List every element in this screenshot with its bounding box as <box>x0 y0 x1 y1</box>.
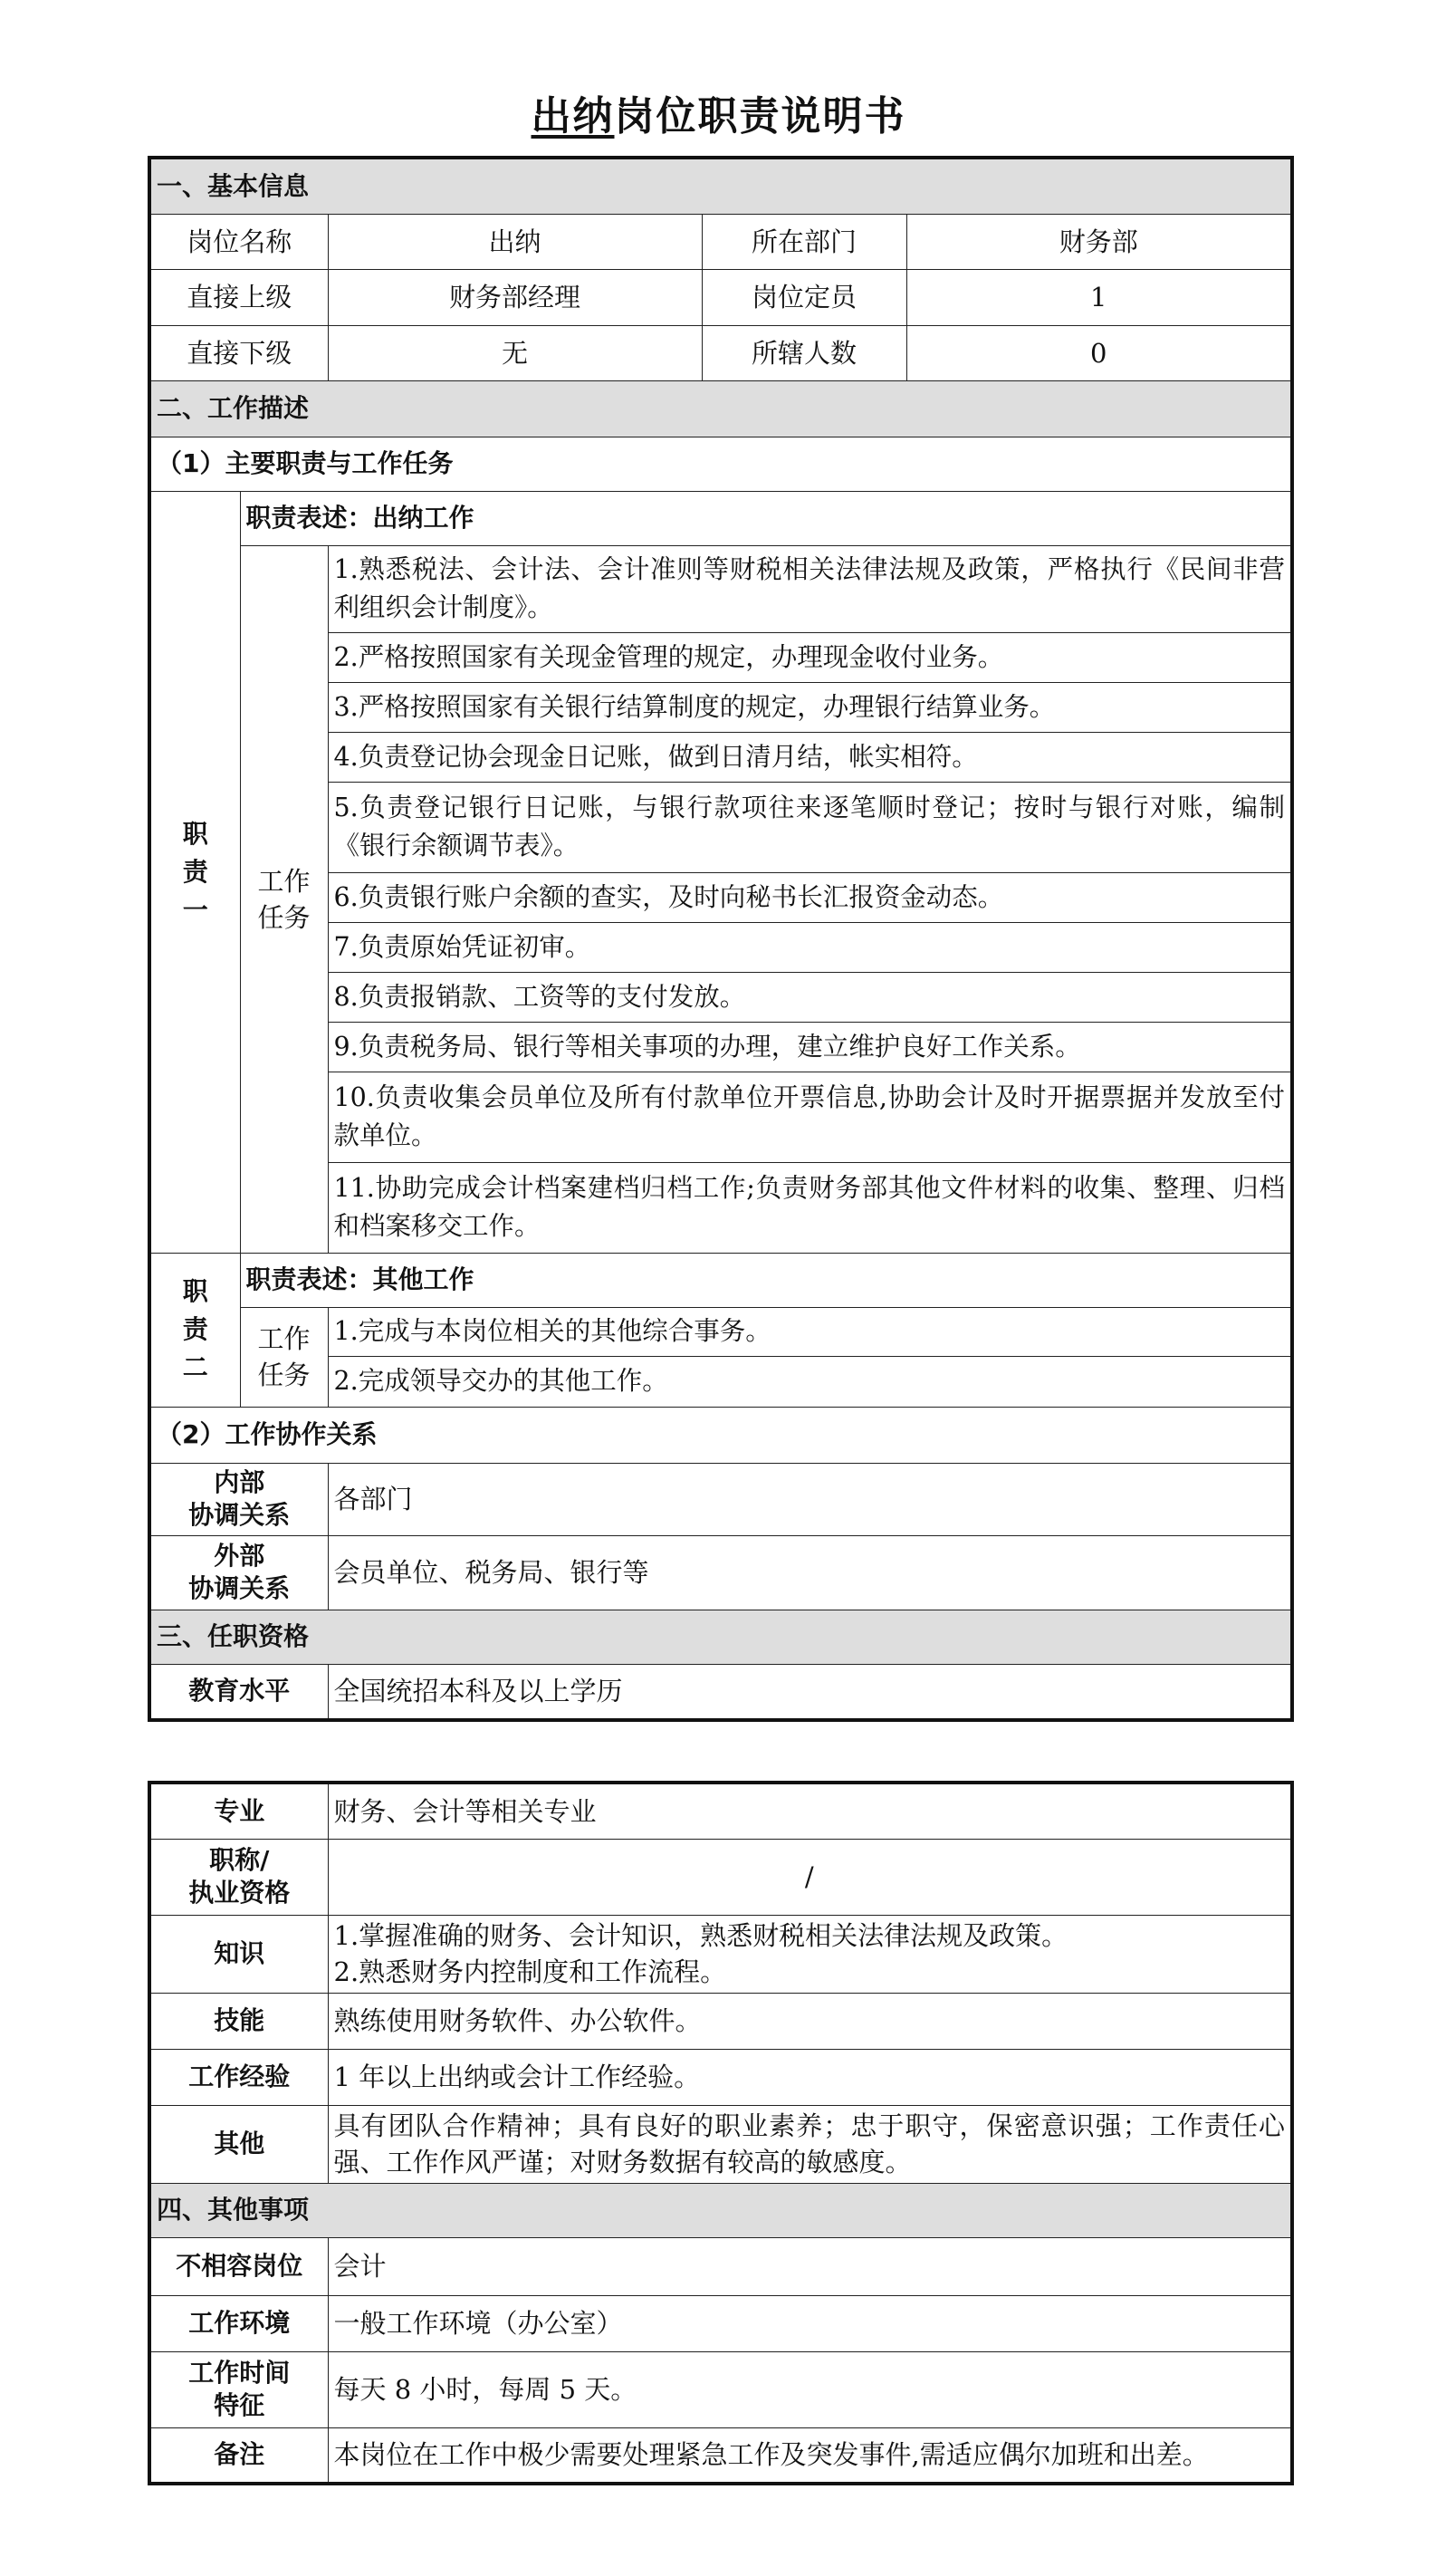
section-other <box>149 2183 1292 2237</box>
other-row <box>149 2237 1292 2295</box>
duty1-desc: 职责表述：出纳工作 <box>240 491 1292 545</box>
qual-label: 其他 <box>149 2105 328 2183</box>
other-label: 工作环境 <box>149 2295 328 2351</box>
other-label: 不相容岗位 <box>149 2237 328 2295</box>
qual-row <box>149 1915 1292 1993</box>
duty2-label: 职 责 二 <box>149 1253 240 1407</box>
task-item: 10.负责收集会员单位及所有付款单位开票信息,协助会计及时开据票据并发放至付款单位。 <box>328 1072 1292 1162</box>
other-label: 备注 <box>149 2427 328 2484</box>
field-label: 岗位名称 <box>149 214 328 269</box>
qual-row <box>149 1664 1292 1720</box>
section-heading: 一、基本信息 <box>149 158 1292 214</box>
qual-row <box>149 1783 1292 1839</box>
field-label: 直接上级 <box>149 269 328 325</box>
field-value: 0 <box>906 325 1292 380</box>
task-row <box>149 545 1292 632</box>
field-label: 岗位定员 <box>702 269 906 325</box>
other-row <box>149 2427 1292 2484</box>
other-value: 会计 <box>328 2237 1292 2295</box>
field-value: 财务部 <box>906 214 1292 269</box>
qual-row <box>149 2105 1292 2183</box>
section-heading: 四、其他事项 <box>149 2183 1292 2237</box>
section-qualifications <box>149 1610 1292 1664</box>
duty1-desc-row <box>149 491 1292 545</box>
basic-row <box>149 325 1292 380</box>
relation-label: 内部 协调关系 <box>149 1463 328 1535</box>
field-value: 出纳 <box>328 214 702 269</box>
other-value: 每天 8 小时，每周 5 天。 <box>328 2351 1292 2427</box>
title-underlined: 出纳 <box>531 93 615 139</box>
section-heading: 二、工作描述 <box>149 380 1292 437</box>
qual-value: 熟练使用财务软件、办公软件。 <box>328 1993 1292 2049</box>
qual-value: / <box>328 1839 1292 1915</box>
job-description-table <box>148 156 1294 1722</box>
task-item: 8.负责报销款、工资等的支付发放。 <box>328 972 1292 1022</box>
basic-row <box>149 214 1292 269</box>
task-item: 7.负责原始凭证初审。 <box>328 922 1292 972</box>
relation-row <box>149 1535 1292 1610</box>
qual-label: 工作经验 <box>149 2049 328 2105</box>
qual-label: 教育水平 <box>149 1664 328 1720</box>
relation-value: 会员单位、税务局、银行等 <box>328 1535 1292 1610</box>
task-item: 2.严格按照国家有关现金管理的规定，办理现金收付业务。 <box>328 632 1292 682</box>
other-row <box>149 2295 1292 2351</box>
task-item: 6.负责银行账户余额的查实，及时向秘书长汇报资金动态。 <box>328 872 1292 922</box>
task-row <box>149 1307 1292 1356</box>
basic-row <box>149 269 1292 325</box>
subsection-relations <box>149 1407 1292 1463</box>
relation-value: 各部门 <box>328 1463 1292 1535</box>
qual-value: 1 年以上出纳或会计工作经验。 <box>328 2049 1292 2105</box>
field-label: 所辖人数 <box>702 325 906 380</box>
other-value: 本岗位在工作中极少需要处理紧急工作及突发事件,需适应偶尔加班和出差。 <box>328 2427 1292 2484</box>
duty2-desc: 职责表述：其他工作 <box>240 1253 1292 1307</box>
other-value: 一般工作环境（办公室） <box>328 2295 1292 2351</box>
qual-value: 具有团队合作精神；具有良好的职业素养；忠于职守，保密意识强；工作责任心强、工作作风严谨；对财务数据有较高的敏感度。 <box>328 2105 1292 2183</box>
field-label: 所在部门 <box>702 214 906 269</box>
task-item: 3.严格按照国家有关银行结算制度的规定，办理银行结算业务。 <box>328 682 1292 732</box>
subsection-heading: （1）主要职责与工作任务 <box>149 437 1292 491</box>
qual-row <box>149 1993 1292 2049</box>
field-value: 1 <box>906 269 1292 325</box>
task-item: 1.熟悉税法、会计法、会计准则等财税相关法律法规及政策，严格执行《民间非营利组织会计制度》。 <box>328 545 1292 632</box>
subsection-heading: （2）工作协作关系 <box>149 1407 1292 1463</box>
task-item: 11.协助完成会计档案建档归档工作;负责财务部其他文件材料的收集、整理、归档和档案移交工作。 <box>328 1162 1292 1253</box>
task-item: 9.负责税务局、银行等相关事项的办理，建立维护良好工作关系。 <box>328 1022 1292 1072</box>
task-item: 2.完成领导交办的其他工作。 <box>328 1356 1292 1407</box>
qual-value: 全国统招本科及以上学历 <box>328 1664 1292 1720</box>
task-item: 5.负责登记银行日记账，与银行款项往来逐笔顺时登记；按时与银行对账，编制《银行余额调节表》。 <box>328 782 1292 872</box>
task-item: 4.负责登记协会现金日记账，做到日清月结，帐实相符。 <box>328 732 1292 782</box>
title-rest: 岗位职责说明书 <box>614 93 906 139</box>
page-title <box>0 83 1437 141</box>
field-label: 直接下级 <box>149 325 328 380</box>
subsection-duties <box>149 437 1292 491</box>
task-item: 1.完成与本岗位相关的其他综合事务。 <box>328 1307 1292 1356</box>
qual-label: 知识 <box>149 1915 328 1993</box>
duty1-label: 职 责 一 <box>149 491 240 1253</box>
job-description-table-continued <box>148 1781 1294 2485</box>
qual-value: 财务、会计等相关专业 <box>328 1783 1292 1839</box>
field-value: 无 <box>328 325 702 380</box>
qual-row <box>149 2049 1292 2105</box>
duty2-desc-row <box>149 1253 1292 1307</box>
qual-value: 1.掌握准确的财务、会计知识，熟悉财税相关法律法规及政策。 2.熟悉财务内控制度和工作流程。 <box>328 1915 1292 1993</box>
other-label: 工作时间 特征 <box>149 2351 328 2427</box>
section-work-description <box>149 380 1292 437</box>
other-row <box>149 2351 1292 2427</box>
relation-label: 外部 协调关系 <box>149 1535 328 1610</box>
duty2-task-label: 工作 任务 <box>240 1307 328 1407</box>
qual-label: 技能 <box>149 1993 328 2049</box>
qual-label: 专业 <box>149 1783 328 1839</box>
field-value: 财务部经理 <box>328 269 702 325</box>
qual-label: 职称/ 执业资格 <box>149 1839 328 1915</box>
duty1-task-label: 工作 任务 <box>240 545 328 1253</box>
relation-row <box>149 1463 1292 1535</box>
section-basic-info <box>149 158 1292 214</box>
section-heading: 三、任职资格 <box>149 1610 1292 1664</box>
qual-row <box>149 1839 1292 1915</box>
